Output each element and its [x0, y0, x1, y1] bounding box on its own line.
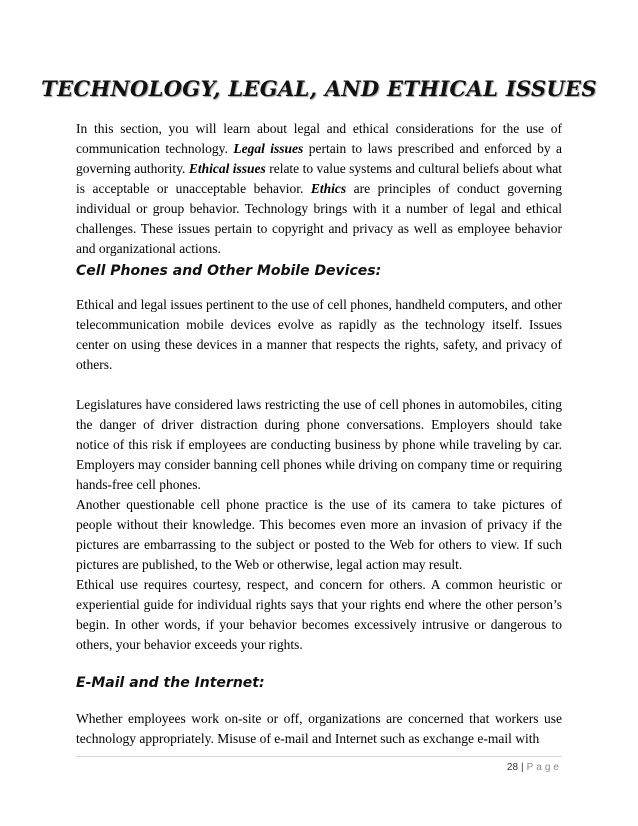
- page-number-footer: [507, 762, 562, 773]
- ethical-issues-term: Ethical issues: [188, 161, 266, 176]
- paragraph-cell-phones-1: Ethical and legal issues pertinent to the use of cell phones, handheld computers, and other telecommunication mobile devices evolve as rapidly as the technology itself. Issues center on using these devices in a manner that respects the rights, safety, and privacy of others.: [76, 297, 562, 372]
- paragraph-email-1: Whether employees work on-site or off, organizations are concerned that workers use technology appropriately. Misuse of e-mail and Internet such as exchange e-mail with: [76, 711, 562, 746]
- paragraph-cell-phones-4: Ethical use requires courtesy, respect, and concern for others. A common heuristic or experiential guide for individual rights says that your rights end where the other person’s begin. In other words, if your behavior becomes excessively intrusive or dangerous to others, your behavior exceeds your rights.: [76, 577, 562, 652]
- intro-text-4: are principles of conduct governing individual or group behavior. Technology brings with it a number of legal and ethical challenges. These issues pertain to copyright and privacy as well as employee behavior and organizational actions.: [76, 181, 562, 256]
- page-title: TECHNOLOGY, LEGAL, AND ETHICAL ISSUES: [41, 76, 597, 101]
- intro-text-1: In this section, you will learn about legal and ethical considerations for the use of communication technology.: [76, 121, 562, 156]
- page-label: Page: [526, 762, 562, 773]
- page-number: 28: [506, 762, 519, 773]
- footer-divider: [76, 756, 562, 757]
- page-number-separator: |: [521, 762, 524, 773]
- intro-text-3: relate to value systems and cultural beliefs about what is acceptable or unacceptable behavior.: [76, 161, 562, 196]
- legal-issues-term: Legal issues: [233, 141, 304, 156]
- section-heading-email-internet: E-Mail and the Internet:: [76, 675, 265, 691]
- ethics-term: Ethics: [310, 181, 347, 196]
- paragraph-cell-phones-3: Another questionable cell phone practice is the use of its camera to take pictures of people without their knowledge. This becomes even more an invasion of privacy if the pictures are embarrassing to the subject or posted to the Web for others to view. If such pictures are published, to the Web or otherwise, legal action may result.: [76, 497, 562, 572]
- intro-paragraph: [76, 119, 562, 259]
- section-heading-cell-phones: Cell Phones and Other Mobile Devices:: [76, 263, 382, 279]
- intro-text-2: pertain to laws prescribed and enforced by a governing authority.: [76, 141, 562, 176]
- paragraph-cell-phones-2: Legislatures have considered laws restricting the use of cell phones in automobiles, citing the danger of driver distraction during phone conversations. Employers should take notice of this risk if employees are conducting business by phone while traveling by car. Employers may consider banning cell phones while driving on company time or requiring hands-free cell phones.: [76, 397, 562, 492]
